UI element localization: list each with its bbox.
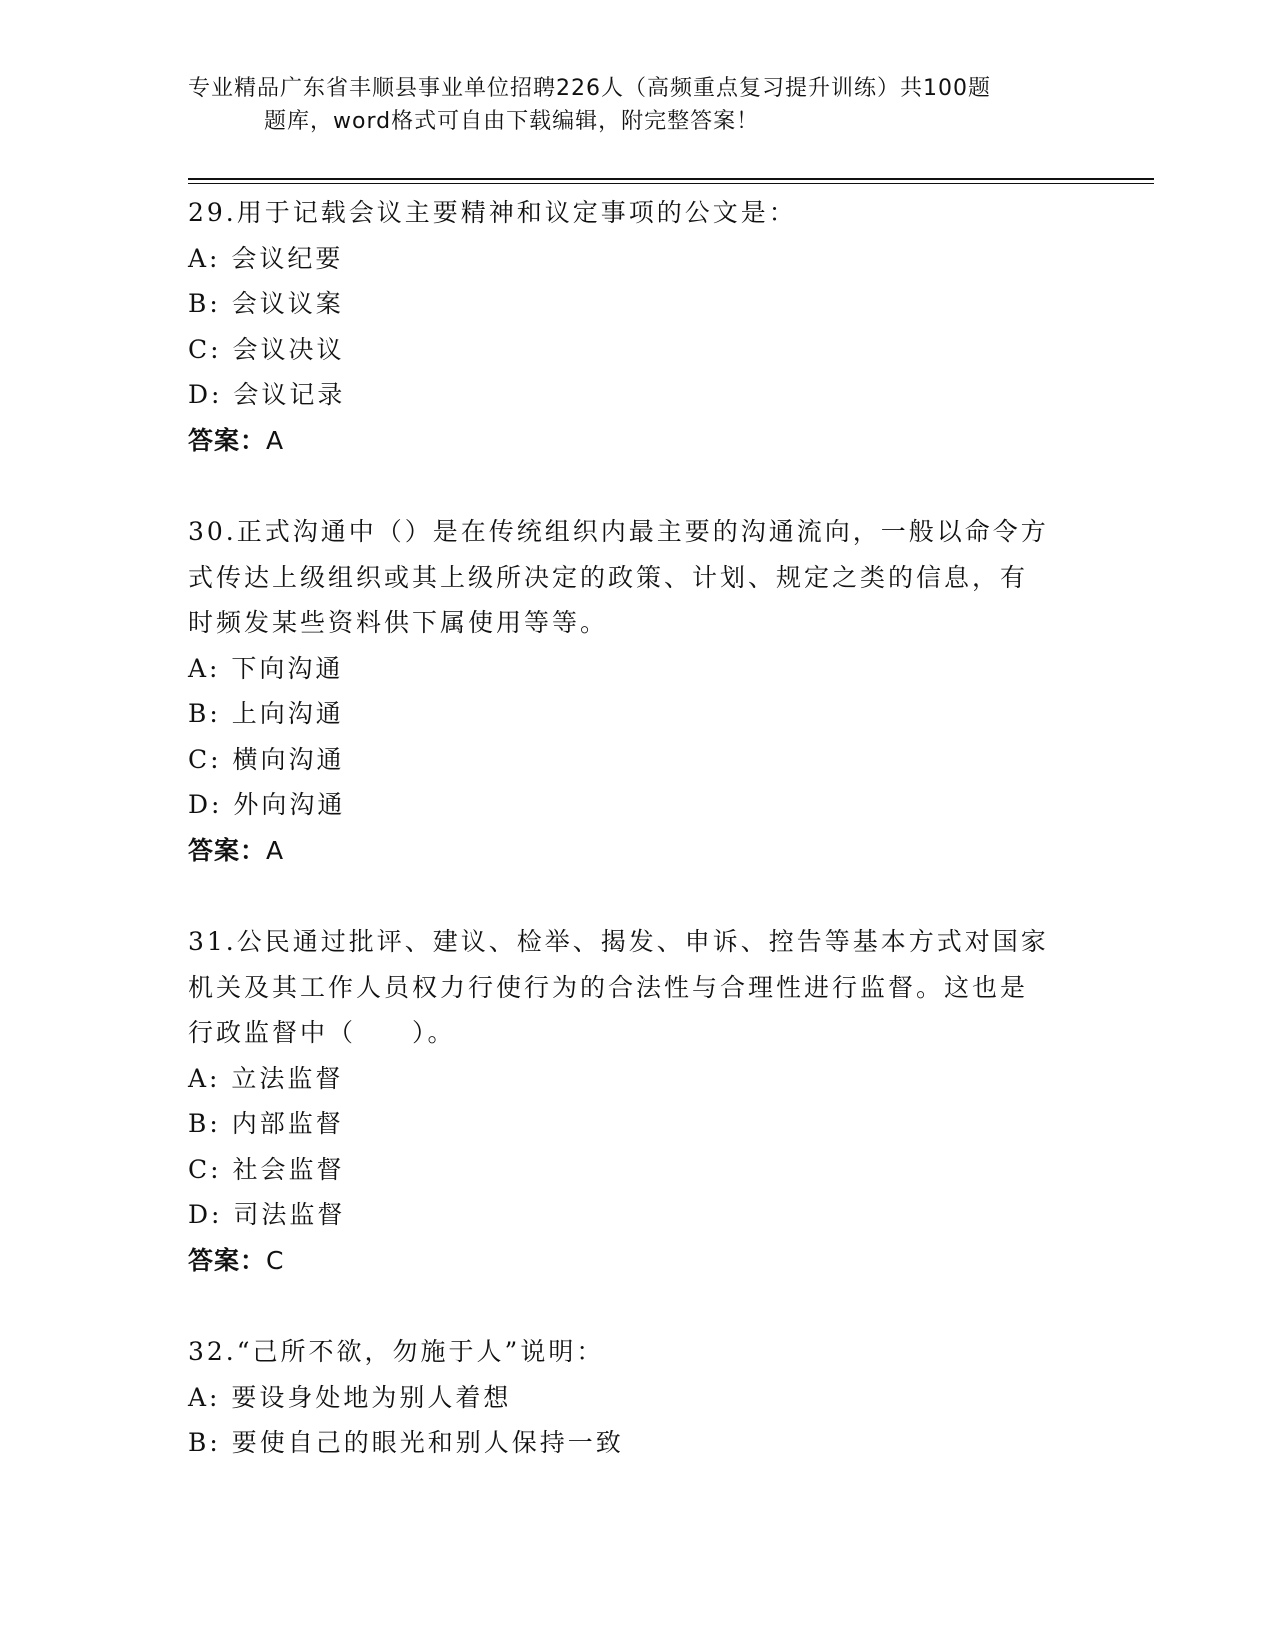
question-31 (188, 919, 1088, 1283)
question-30 (188, 509, 1088, 873)
question-text: 29.用于记载会议主要精神和议定事项的公文是： (188, 198, 797, 227)
document-header (188, 72, 1068, 138)
option-d: D: 会议记录 (188, 380, 346, 409)
header-title-line-2: 题库，word格式可自由下载编辑，附完整答案！ (264, 109, 760, 134)
question-text: 时频发某些资料供下属使用等等。 (188, 608, 609, 637)
answer-label: 答案： (188, 1245, 267, 1275)
option-c: C: 横向沟通 (188, 744, 345, 774)
option-c: C: 社会监督 (188, 1154, 345, 1184)
option-b: B: 会议议案 (188, 289, 344, 318)
option-d: D: 外向沟通 (188, 790, 346, 819)
option-a: A: 要设身处地为别人着想 (188, 1382, 512, 1412)
question-text: 式传达上级组织或其上级所决定的政策、计划、规定之类的信息，有 (188, 562, 1029, 592)
answer-value: A (266, 425, 285, 455)
option-b: B: 上向沟通 (188, 699, 344, 728)
answer-label: 答案： (188, 425, 267, 455)
option-a: A: 会议纪要 (188, 243, 344, 273)
question-text: 30.正式沟通中（）是在传统组织内最主要的沟通流向，一般以命令方 (188, 517, 1049, 546)
answer-line (188, 418, 1088, 464)
header-title-line-1: 专业精品广东省丰顺县事业单位招聘226人（高频重点复习提升训练）共100题 (188, 76, 991, 101)
question-32 (188, 1329, 1088, 1466)
answer-label: 答案： (188, 835, 267, 865)
answer-value: A (266, 835, 285, 865)
option-b: B: 内部监督 (188, 1109, 344, 1138)
option-a: A: 下向沟通 (188, 653, 344, 683)
answer-line (188, 828, 1088, 874)
question-text: 机关及其工作人员权力行使行为的合法性与合理性进行监督。这也是 (188, 972, 1029, 1002)
option-a: A: 立法监督 (188, 1063, 344, 1093)
answer-line (188, 1238, 1088, 1284)
header-divider-thick (188, 178, 1154, 180)
header-divider-thin (188, 183, 1154, 184)
question-text: 31.公民通过批评、建议、检举、揭发、申诉、控告等基本方式对国家 (188, 927, 1049, 956)
question-list (188, 190, 1088, 1512)
answer-value: C (266, 1245, 285, 1275)
question-text: 行政监督中（ ）。 (188, 1018, 456, 1047)
question-text: 32.“己所不欲，勿施于人”说明： (188, 1337, 605, 1366)
option-b: B: 要使自己的眼光和别人保持一致 (188, 1428, 624, 1457)
option-d: D: 司法监督 (188, 1200, 346, 1229)
option-c: C: 会议决议 (188, 334, 345, 364)
question-29 (188, 190, 1088, 463)
